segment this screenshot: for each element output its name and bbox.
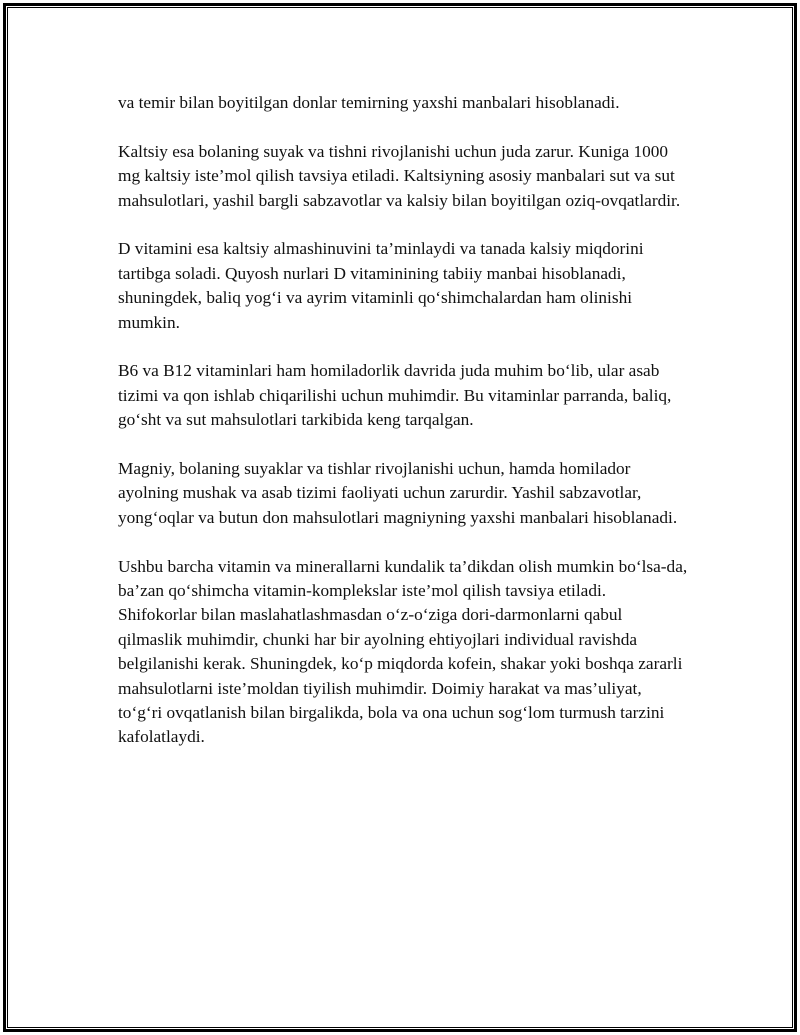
paragraph-vitamin-d: D vitamini esa kaltsiy almashinuvini ta’minlaydi va tanada kalsiy miqdorini tartibga soladi. Quyosh nurlari D vitaminining tabiiy manbai hisoblanadi, shuningdek, baliq yog‘i va ayrim vitaminli qo‘shimchalardan ham olinishi mumkin. bbox=[118, 239, 644, 332]
paragraph-vitamin-b: B6 va B12 vitaminlari ham homiladorlik davrida juda muhim bo‘lib, ular asab tizimi va qon ishlab chiqarilishi uchun muhimdir. Bu vitaminlar parranda, baliq, go‘sht va sut mahsulotlari tarkibida keng tarqalgan. bbox=[118, 361, 672, 430]
page-body bbox=[118, 91, 688, 750]
paragraph-calcium: Kaltsiy esa bolaning suyak va tishni rivojlanishi uchun juda zarur. Kuniga 1000 mg kaltsiy iste’mol qilish tavsiya etiladi. Kaltsiyning asosiy manbalari sut va sut mahsulotlari, yashil bargli sabzavotlar va kalsiy bilan boyitilgan oziq-ovqatlardir. bbox=[118, 141, 681, 210]
paragraph-iron-sources: va temir bilan boyitilgan donlar temirning yaxshi manbalari hisoblanadi. bbox=[118, 93, 620, 112]
paragraph-conclusion: Ushbu barcha vitamin va minerallarni kundalik ta’dikdan olish mumkin bo‘lsa-da, ba’zan qo‘shimcha vitamin-komplekslar iste’mol qilish tavsiya etiladi. Shifokorlar bilan maslahatlashmasdan o‘z-o‘ziga dori-darmonlarni qabul qilmaslik muhimdir, chunki har bir ayolning ehtiyojlari individual ravishda belgilanishi kerak. Shuningdek, ko‘p miqdorda kofein, shakar yoki boshqa zararli mahsulotlarni iste’moldan tiyilish muhimdir. Doimiy harakat va mas’uliyat, to‘g‘ri ovqatlanish bilan birgalikda, bola va ona uchun sog‘lom turmush tarzini kafolatlaydi. bbox=[118, 556, 688, 747]
paragraph-magnesium: Magniy, bolaning suyaklar va tishlar rivojlanishi uchun, hamda homilador ayolning mushak va asab tizimi faoliyati uchun zarurdir. Yashil sabzavotlar, yong‘oqlar va butun don mahsulotlari magniyning yaxshi manbalari hisoblanadi. bbox=[118, 459, 678, 527]
